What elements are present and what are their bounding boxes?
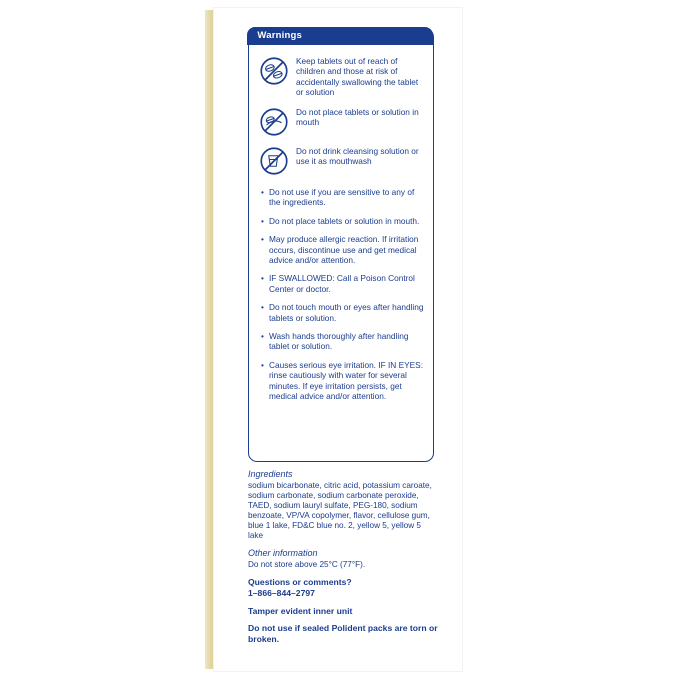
adjacent-package-sliver bbox=[205, 10, 214, 669]
carton-back-panel bbox=[214, 8, 462, 671]
warning-bullet: • May produce allergic reaction. If irritation occurs, discontinue use and get medical advice and/or attention. bbox=[261, 234, 427, 265]
warnings-panel bbox=[248, 28, 434, 462]
warning-bullet: • Do not place tablets or solution in mouth. bbox=[261, 216, 427, 226]
warning-bullet: • IF SWALLOWED: Call a Poison Control Center or doctor. bbox=[261, 273, 427, 294]
no-tablets-children-icon bbox=[259, 56, 289, 86]
pictogram-caption: Do not drink cleansing solution or use it as mouthwash bbox=[296, 145, 419, 167]
other-information-text: Do not store above 25°C (77°F). bbox=[248, 560, 366, 570]
warning-bullet: • Do not use if you are sensitive to any of the ingredients. bbox=[261, 187, 427, 208]
warning-bullet: • Wash hands thoroughly after handling tablet or solution. bbox=[261, 331, 427, 352]
pictogram-list bbox=[249, 51, 435, 180]
warnings-title: Warnings bbox=[247, 27, 433, 45]
phone-number: 1–866–844–2797 bbox=[248, 587, 315, 598]
no-tablet-in-mouth-icon bbox=[259, 107, 289, 137]
pictogram-caption: Keep tablets out of reach of children and those at risk of accidentally swallowing the tablet or solution bbox=[296, 56, 419, 98]
tamper-evident-text: Do not use if sealed Polident packs are torn or broken. bbox=[248, 623, 438, 644]
warning-bullet: • Causes serious eye irritation. IF IN EYES: rinse cautiously with water for several minutes. If eye irritation persists, get medical advice and/or attention. bbox=[261, 360, 427, 402]
no-drinking-solution-icon bbox=[259, 146, 289, 176]
questions-heading: Questions or comments? bbox=[248, 577, 352, 588]
tamper-evident-heading: Tamper evident inner unit bbox=[248, 605, 353, 616]
ingredients-text: sodium bicarbonate, citric acid, potassium caroate, sodium carbonate, sodium carbonate peroxide, TAED, sodium lauryl sulfate, PEG-180, sodium benzoate, VP/VA copolymer, flavor, cellulose gum, blue 1 lake, FD&C blue no. 2, yellow 5, yellow 5 lake bbox=[248, 481, 432, 540]
pictogram-caption: Do not place tablets or solution in mouth bbox=[296, 106, 419, 128]
ingredients-heading: Ingredients bbox=[248, 469, 293, 479]
warning-bullet: • Do not touch mouth or eyes after handling tablets or solution. bbox=[261, 302, 427, 323]
other-information-heading: Other information bbox=[248, 548, 318, 559]
pictogram-item bbox=[249, 141, 435, 180]
warning-bullet-list bbox=[261, 187, 427, 410]
pictogram-item bbox=[249, 51, 435, 102]
lower-copy-block bbox=[248, 468, 438, 644]
pictogram-item bbox=[249, 102, 435, 141]
